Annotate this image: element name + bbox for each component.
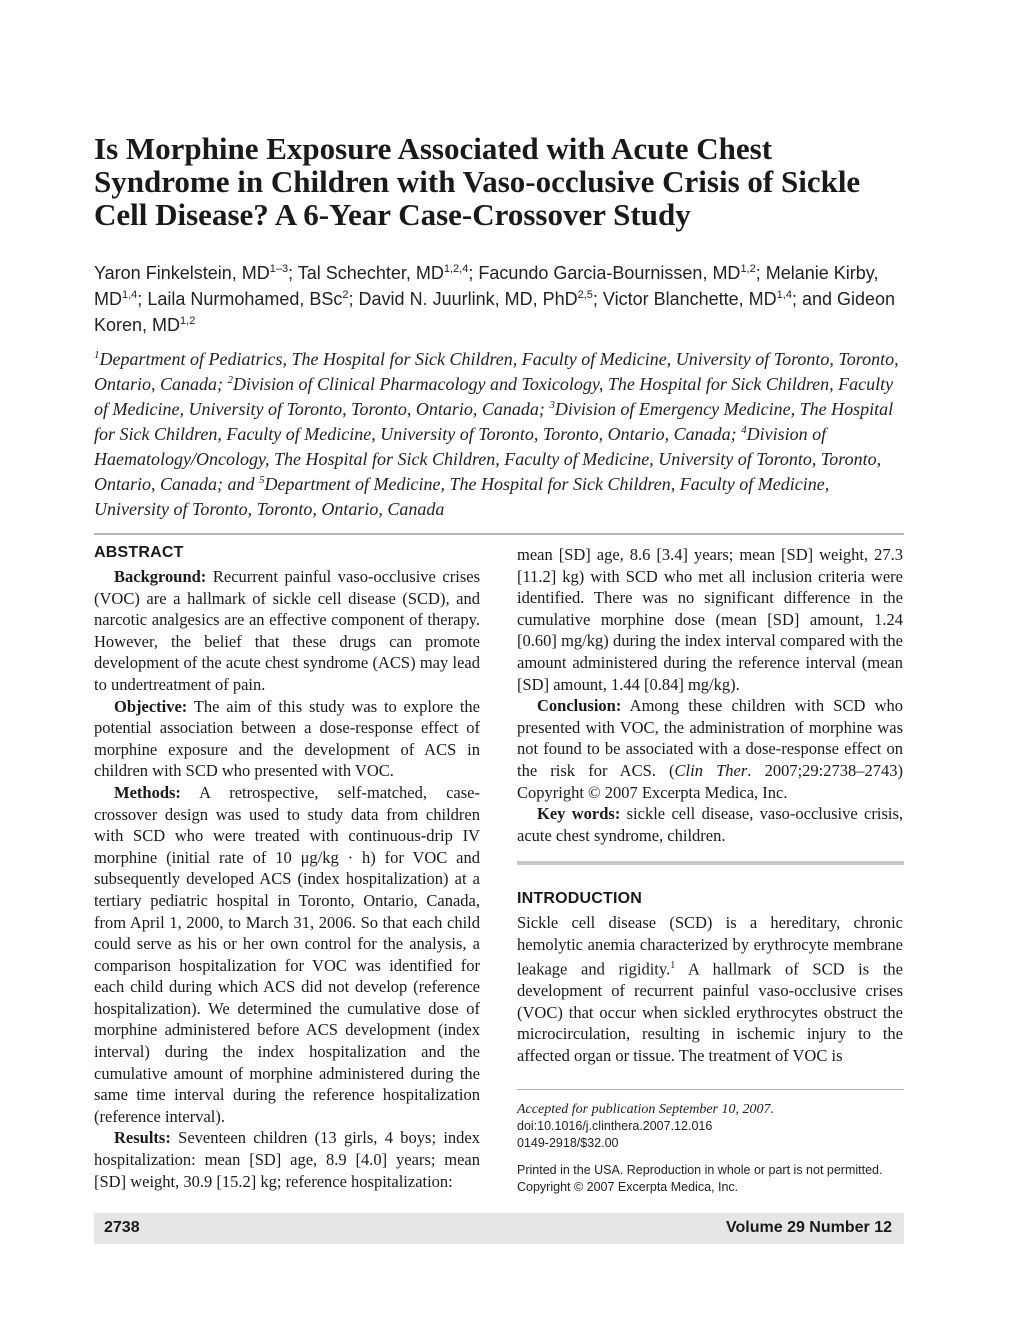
author-affiliation-marker: 1,4 <box>776 289 792 301</box>
page-number: 2738 <box>104 1219 140 1236</box>
issn-price: 0149-2918/$32.00 <box>517 1136 619 1150</box>
affiliation-marker: 2 <box>227 374 234 386</box>
printed-notice: Printed in the USA. Reproduction in whole or part is not permitted. <box>517 1163 883 1177</box>
author-separator: ; <box>137 289 148 309</box>
affiliation-text: Department of Medicine, The Hospital for Sick Children, Faculty of Medicine, University of Toronto, Toronto, Ontario, Canada <box>94 474 830 519</box>
journal-name: Clin Ther <box>674 760 748 780</box>
background-label: Background: <box>114 567 207 586</box>
copyright-notice: Copyright © 2007 Excerpta Medica, Inc. <box>517 1180 739 1194</box>
author-separator: ; <box>348 289 359 309</box>
affiliations <box>94 347 904 522</box>
author-name: Facundo Garcia-Bournissen, MD <box>478 263 741 283</box>
results-text: Seventeen children (13 girls, 4 boys; index hospitalization: mean [SD] age, 8.9 [4.0] years; mean [SD] weight, 30.9 [15.2] kg; reference hospitalization: <box>94 1128 480 1191</box>
author-separator: ; <box>468 263 479 283</box>
accepted-date: Accepted for publication September 10, 2007. <box>517 1102 774 1117</box>
footnote <box>517 1101 917 1196</box>
affiliation-text: Division of Emergency Medicine, The Hospital for Sick Children, Faculty of Medicine, University of Toronto, Toronto, Ontario, Canada; <box>94 399 894 444</box>
abstract-conclusion <box>517 695 903 803</box>
article-title: Is Morphine Exposure Associated with Acute Chest Syndrome in Children with Vaso-occlusive Crisis of Sickle Cell Disease? A 6-Year Case-Crossover Study <box>94 131 861 232</box>
author-name: Melanie Kirby, MD <box>94 263 879 309</box>
author-name: David N. Juurlink, MD, PhD <box>358 289 578 309</box>
affiliation-text: Department of Pediatrics, The Hospital for Sick Children, Faculty of Medicine, University of Toronto, Toronto, Ontario, Canada; <box>94 349 899 394</box>
abstract-left-column <box>94 542 480 1192</box>
author-affiliation-marker: 1,2 <box>180 315 196 327</box>
affiliation-marker: 3 <box>549 399 555 411</box>
abstract-background <box>94 566 480 696</box>
author-affiliation-marker: 1,4 <box>122 289 138 301</box>
background-text: Recurrent painful vaso-occlusive crises (VOC) are a hallmark of sickle cell disease (SCD), and narcotic analgesics are an effective component of therapy. However, the belief that these drugs can promote development of the acute chest syndrome (ACS) may lead to undertreatment of pain. <box>94 567 480 694</box>
author-name: Gideon Koren, MD <box>94 289 896 335</box>
conclusion-text: Among these children with SCD who presented with VOC, the administration of morphine was not found to be associated with a dose-response effect on the risk for ACS. ( <box>517 696 903 780</box>
conclusion-label: Conclusion: <box>537 696 622 716</box>
introduction-section <box>517 888 903 1067</box>
author-name: Victor Blanchette, MD <box>602 289 777 309</box>
doi: doi:10.1016/j.clinthera.2007.12.016 <box>517 1119 713 1133</box>
objective-text: The aim of this study was to explore the potential association between a dose-response effect of morphine exposure and the development of ACS in children with SCD who presented with VOC. <box>94 696 480 781</box>
abstract-heading: ABSTRACT <box>94 544 184 561</box>
abstract-end-divider <box>517 861 904 865</box>
abstract-keywords <box>517 803 903 846</box>
author-affiliation-marker: 2,5 <box>577 289 593 301</box>
reference-marker: 1 <box>670 960 676 972</box>
affiliation-text: Division of Haematology/Oncology, The Hospital for Sick Children, Faculty of Medicine, University of Toronto, Toronto, Ontario, Canada; and <box>94 424 882 494</box>
intro-text: Sickle cell disease (SCD) is a hereditary, chronic hemolytic anemia characterized by erythrocyte membrane leakage and rigidity. <box>517 913 903 979</box>
abstract-results-continued: mean [SD] age, 8.6 [3.4] years; mean [SD] weight, 27.3 [11.2] kg) with SCD who met all inclusion criteria were identified. There was no significant difference in the cumulative morphine dose (mean [SD] amount, 1.24 [0.60] mg/kg) during the index interval compared with the amount administered during the reference interval (mean [SD] amount, 1.44 [0.84] mg/kg). <box>517 545 903 694</box>
methods-label: Methods: <box>114 782 181 802</box>
affiliation-marker: 5 <box>259 474 265 486</box>
author-separator: ; <box>755 263 766 283</box>
author-separator: ; <box>288 263 298 283</box>
abstract-results <box>94 1127 480 1192</box>
author-list <box>94 260 914 338</box>
affiliation-marker: 4 <box>741 424 747 436</box>
abstract-methods <box>94 782 480 1128</box>
author-affiliation-marker: 1,2 <box>740 263 756 275</box>
abstract-objective <box>94 696 480 782</box>
keywords-text: sickle cell disease, vaso-occlusive crisis, acute chest syndrome, children. <box>517 804 903 845</box>
methods-text: A retrospective, self-matched, case-crossover design was used to study data from children with SCD who were treated with continuous-drip IV morphine (initial rate of 10 μg/kg · h) for VOC and subsequently developed ACS (index hospitalization) at a tertiary pediatric hospital in Toronto, Ontario, Canada, from April 1, 2000, to March 31, 2006. So that each child could serve as his or her own control for the analysis, a comparison hospitalization for VOC was identified for each child during which ACS did not develop (reference hospitalization). We determined the cumulative dose of morphine administered before ACS development (index interval) during the index hospitalization and the cumulative amount of morphine administered during the same time interval during the reference hospitalization (reference interval). <box>94 782 480 1126</box>
introduction-heading: INTRODUCTION <box>517 890 643 907</box>
results-label: Results: <box>114 1128 171 1148</box>
author-affiliation-marker: 1–3 <box>269 263 289 275</box>
abstract-right-column <box>517 544 903 846</box>
author-affiliation-marker: 2 <box>342 289 349 301</box>
author-separator: ; <box>592 289 603 309</box>
author-name: Tal Schechter, MD <box>297 263 444 283</box>
volume-issue: Volume 29 Number 12 <box>726 1219 892 1236</box>
author-name: Yaron Finkelstein, MD <box>94 263 270 283</box>
introduction-paragraph <box>517 912 903 1067</box>
citation-text: . 2007;29:2738–2743) Copyright © 2007 Excerpta Medica, Inc. <box>517 760 903 802</box>
intro-text-continued: A hallmark of SCD is the development of recurrent painful vaso-occlusive crises (VOC) that occur when sickled erythrocytes obstruct the microcirculation, resulting in ischemic injury to the affected organ or tissue. The treatment of VOC is <box>517 959 904 1066</box>
objective-label: Objective: <box>114 696 188 716</box>
affiliation-text: Division of Clinical Pharmacology and Toxicology, The Hospital for Sick Children, Faculty of Medicine, University of Toronto, Toronto, Ontario, Canada; <box>94 374 894 419</box>
header-divider <box>94 533 904 535</box>
author-name: Laila Nurmohamed, BSc <box>147 289 343 309</box>
author-separator: ; and <box>791 289 838 309</box>
page-footer <box>94 1213 904 1244</box>
footnote-divider <box>517 1089 904 1090</box>
keywords-label: Key words: <box>537 804 621 824</box>
affiliation-marker: 1 <box>94 349 100 361</box>
author-affiliation-marker: 1,2,4 <box>443 263 469 275</box>
